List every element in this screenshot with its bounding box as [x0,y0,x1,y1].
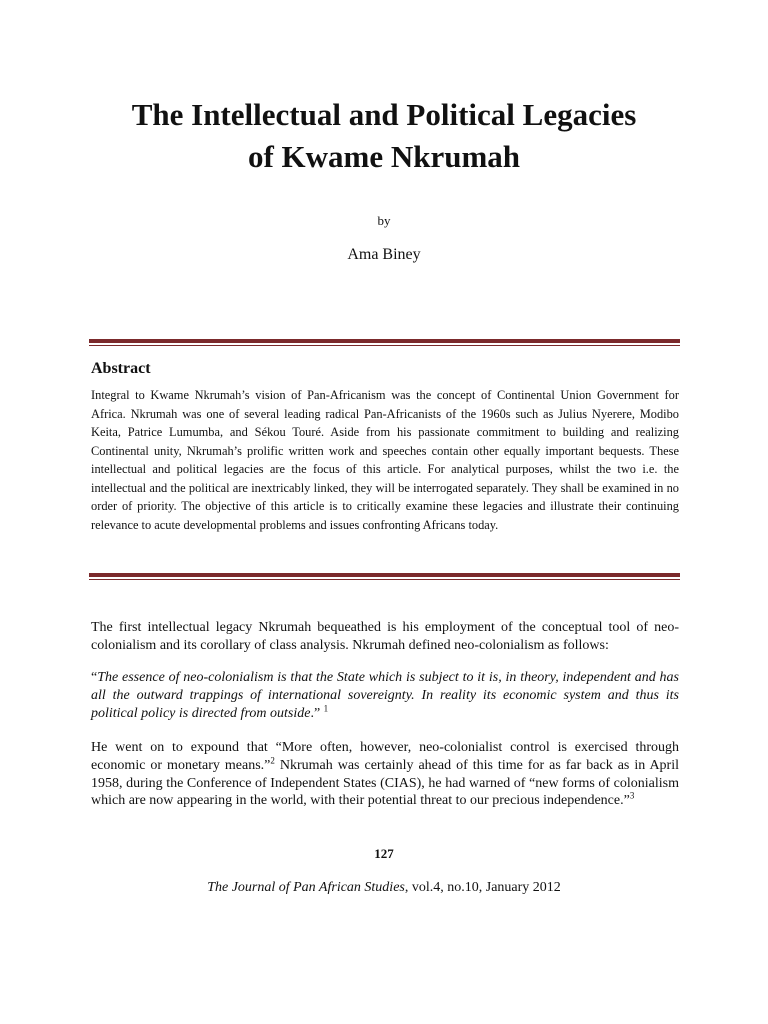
footnote-ref-2[interactable]: 2 [270,755,275,766]
divider-top-thin [89,345,680,346]
divider-top [89,339,680,346]
abstract-heading: Abstract [91,360,151,377]
journal-name: The Journal of Pan African Studies [207,880,405,895]
title-line-2: of Kwame Nkrumah [247,139,521,174]
quote-open-mark: “ [91,670,98,685]
footnote-ref-3[interactable]: 3 [629,790,635,801]
author-name: Ama Biney [347,246,421,263]
block-quote [91,669,679,722]
footnote-ref-1[interactable]: 1 [323,702,329,713]
divider-top-thick [89,339,680,343]
title-line-1: The Intellectual and Political Legacies [131,97,637,132]
abstract-body: Integral to Kwame Nkrumah’s vision of Pan-Africanism was the concept of Continental Union Government for Africa. Nkrumah was one of several leading radical Pan-Africanists of the 1960s such as Julius Nyerere, Modibo Keita, Patrice Lumumba, and Sékou Touré. Aside from his passionate commitment to building and realizing Continental unity, Nkrumah’s prolific written work and speeches contain other equally important bequests. These intellectual and political legacies are the focus of this article. For analytical purposes, whilst the two i.e. the intellectual and the political are inextricably linked, they will be interrogated separately. They shall be examined in no order of priority. The objective of this article is to critically examine these legacies and illustrate their continuing relevance to acute developmental problems and issues confronting Africans today. [91,388,679,532]
divider-bottom-thick [89,573,680,577]
paragraph-3-part-a: He went on to expound that “More often, however, neo-colonialist control is exercised through economic or monetary means.” [91,740,679,773]
page-number: 127 [374,846,394,861]
paragraph-3-part-b: Nkrumah was certainly ahead of this time for as far back as in April 1958, during the Conference of Independent States (CIAS), he had warned of “new forms of colonialism which are now appearing in the world, with their potential threat to our precious independence.” [91,757,679,809]
paper-title [60,94,708,178]
divider-bottom [89,573,680,580]
body-paragraph-3 [91,739,679,810]
byline: by [377,213,391,228]
journal-issue: , vol.4, no.10, January 2012 [404,880,561,895]
journal-footer [0,879,768,897]
body-paragraph-1: The first intellectual legacy Nkrumah bequeathed is his employment of the conceptual tool of neo-colonialism and its corollary of class analysis. Nkrumah defined neo-colonialism as follows: [91,620,679,653]
quote-close-mark: .” [310,705,324,721]
divider-bottom-thin [89,579,680,580]
quote-text: The essence of neo-colonialism is that the State which is subject to it is, in theory, independent and has all the outward trappings of international sovereignty. In reality its economic system and thus its political policy is directed from outside [91,670,679,721]
